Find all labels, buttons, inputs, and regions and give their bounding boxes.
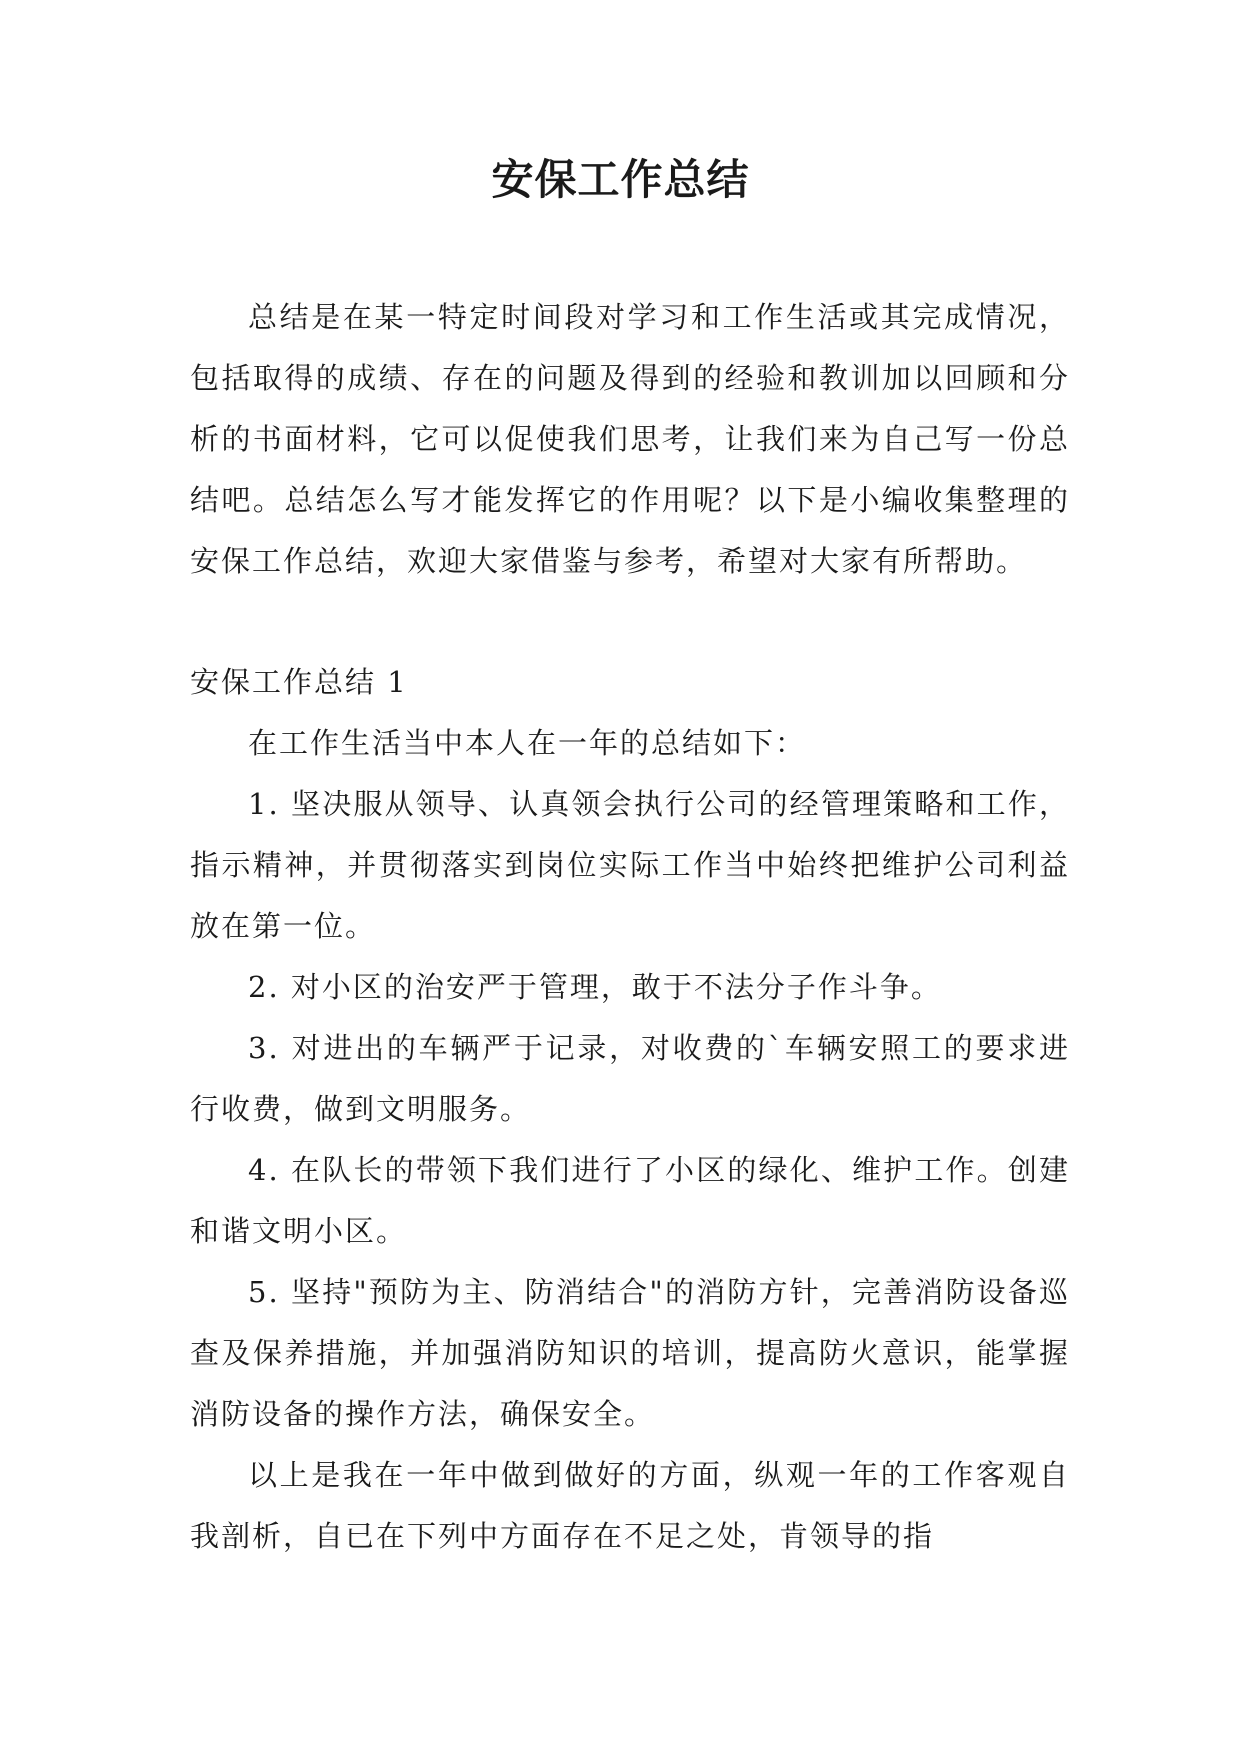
document-title: 安保工作总结 — [491, 155, 750, 204]
list-item-1: 1. 坚决服从领导、认真领会执行公司的经管理策略和工作，指示精神，并贯彻落实到岗位实际工作当中始终把维护公司利益放在第一位。 — [190, 787, 1070, 943]
closing-paragraph: 以上是我在一年中做到做好的方面，纵观一年的工作客观自我剖析，自已在下列中方面存在不足之处，肯领导的指 — [190, 1458, 1070, 1553]
intro-paragraph: 总结是在某一特定时间段对学习和工作生活或其完成情况，包括取得的成绩、存在的问题及得到的经验和教训加以回顾和分析的书面材料，它可以促使我们思考，让我们来为自己写一份总结吧。总结怎么写才能发挥它的作用呢？以下是小编收集整理的安保工作总结，欢迎大家借鉴与参考，希望对大家有所帮助。 — [190, 300, 1070, 578]
opening-paragraph: 在工作生活当中本人在一年的总结如下： — [248, 726, 807, 760]
section-heading: 安保工作总结 1 — [190, 665, 408, 699]
list-item-4: 4. 在队长的带领下我们进行了小区的绿化、维护工作。创建和谐文明小区。 — [190, 1153, 1070, 1248]
list-item-2: 2. 对小区的治安严于管理，敢于不法分子作斗争。 — [248, 970, 942, 1004]
spacer — [190, 592, 1070, 652]
list-item-3: 3. 对进出的车辆严于记录，对收费的`车辆安照工的要求进行收费，做到文明服务。 — [190, 1031, 1070, 1126]
list-item-5: 5. 坚持"预防为主、防消结合"的消防方针，完善消防设备巡查及保养措施，并加强消防知识的培训，提高防火意识，能掌握消防设备的操作方法，确保安全。 — [190, 1275, 1070, 1431]
document-body — [190, 287, 1070, 1567]
